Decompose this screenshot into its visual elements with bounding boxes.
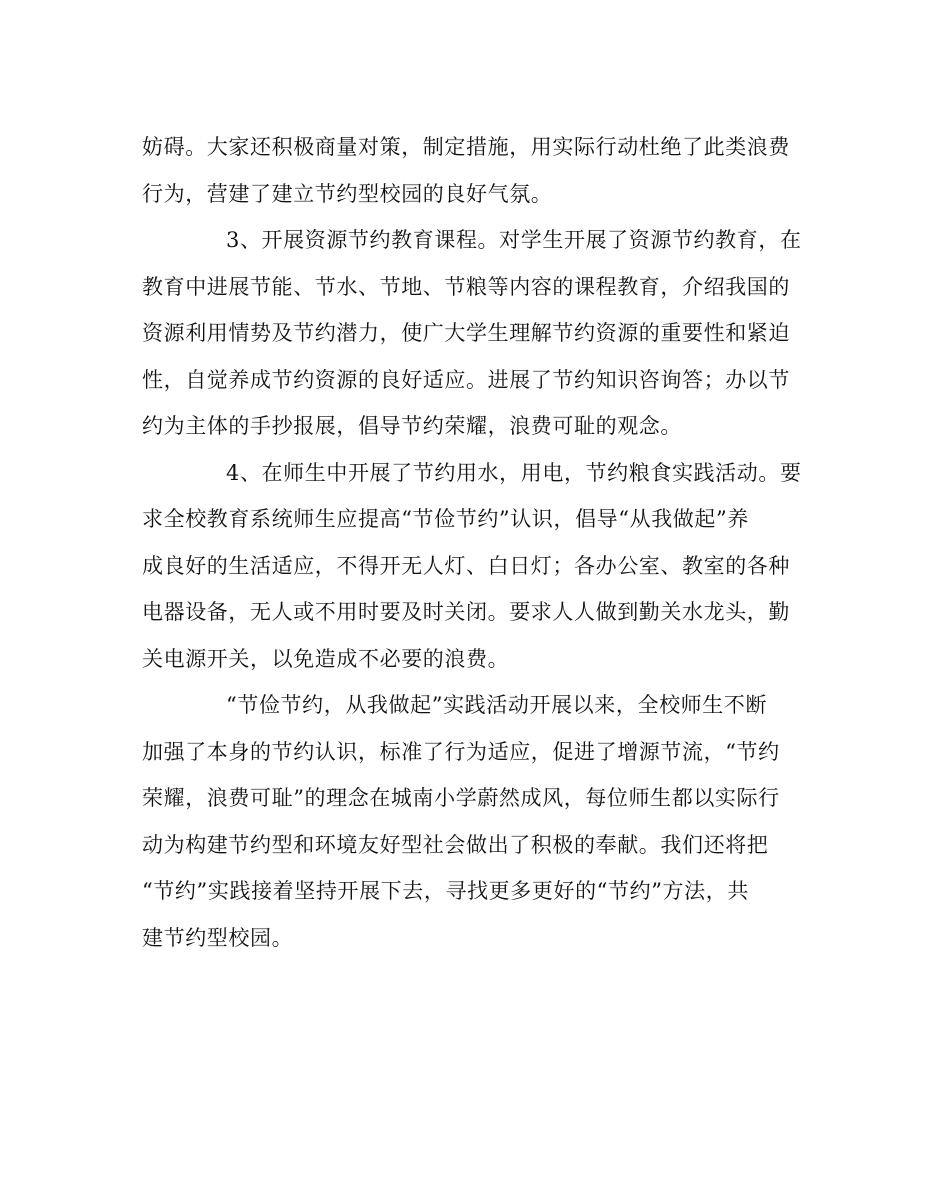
text-line: 教育中进展节能、节水、节地、节粮等内容的课程教育，介绍我国的 — [142, 274, 790, 299]
text-line: 求全校教育系统师生应提高“节俭节约”认识，倡导“从我做起”养 — [142, 507, 749, 531]
text-line: 资源利用情势及节约潜力，使广大学生理解节约资源的重要性和紧迫 — [142, 321, 790, 345]
text-line: “节约”实践接着坚持开展下去，寻找更多更好的“节约”方法，共 — [142, 879, 749, 903]
text-line: 电器设备，无人或不用时要及时关闭。要求人人做到勤关水龙头，勤 — [142, 600, 790, 624]
text-line: 3、开展资源节约教育课程。对学生开展了资源节约教育，在 — [226, 228, 802, 252]
text-line: 性，自觉养成节约资源的良好适应。进展了节约知识咨询答；办以节 — [142, 367, 790, 392]
paragraph-conclusion — [142, 682, 810, 961]
text-line: 加强了本身的节约认识，标准了行为适应，促进了增源节流，“节约 — [142, 739, 780, 764]
paragraph-continuation — [142, 124, 810, 217]
paragraph-item-3 — [142, 217, 810, 450]
text-line: 行为，营建了建立节约型校园的良好气氛。 — [142, 181, 553, 206]
document-body — [142, 124, 810, 961]
text-line: “节俭节约，从我做起”实践活动开展以来，全校师生不断 — [226, 693, 768, 717]
text-line: 关电源开关，以免造成不必要的浪费。 — [142, 646, 510, 671]
text-line: 荣耀，浪费可耻”的理念在城南小学蔚然成风，每位师生都以实际行 — [142, 786, 780, 810]
text-line: 约为主体的手抄报展，倡导节约荣耀，浪费可耻的观念。 — [142, 414, 682, 438]
paragraph-item-4 — [142, 450, 810, 683]
text-line: 建节约型校园。 — [142, 925, 294, 950]
text-line: 妨碍。大家还积极商量对策，制定措施，用实际行动杜绝了此类浪费 — [142, 135, 790, 159]
text-line: 动为构建节约型和环境友好型社会做出了积极的奉献。我们还将把 — [142, 832, 769, 857]
text-line: 成良好的生活适应，不得开无人灯、白日灯；各办公室、教室的各种 — [142, 553, 790, 578]
text-line: 4、在师生中开展了节约用水，用电，节约粮食实践活动。要 — [226, 460, 802, 485]
